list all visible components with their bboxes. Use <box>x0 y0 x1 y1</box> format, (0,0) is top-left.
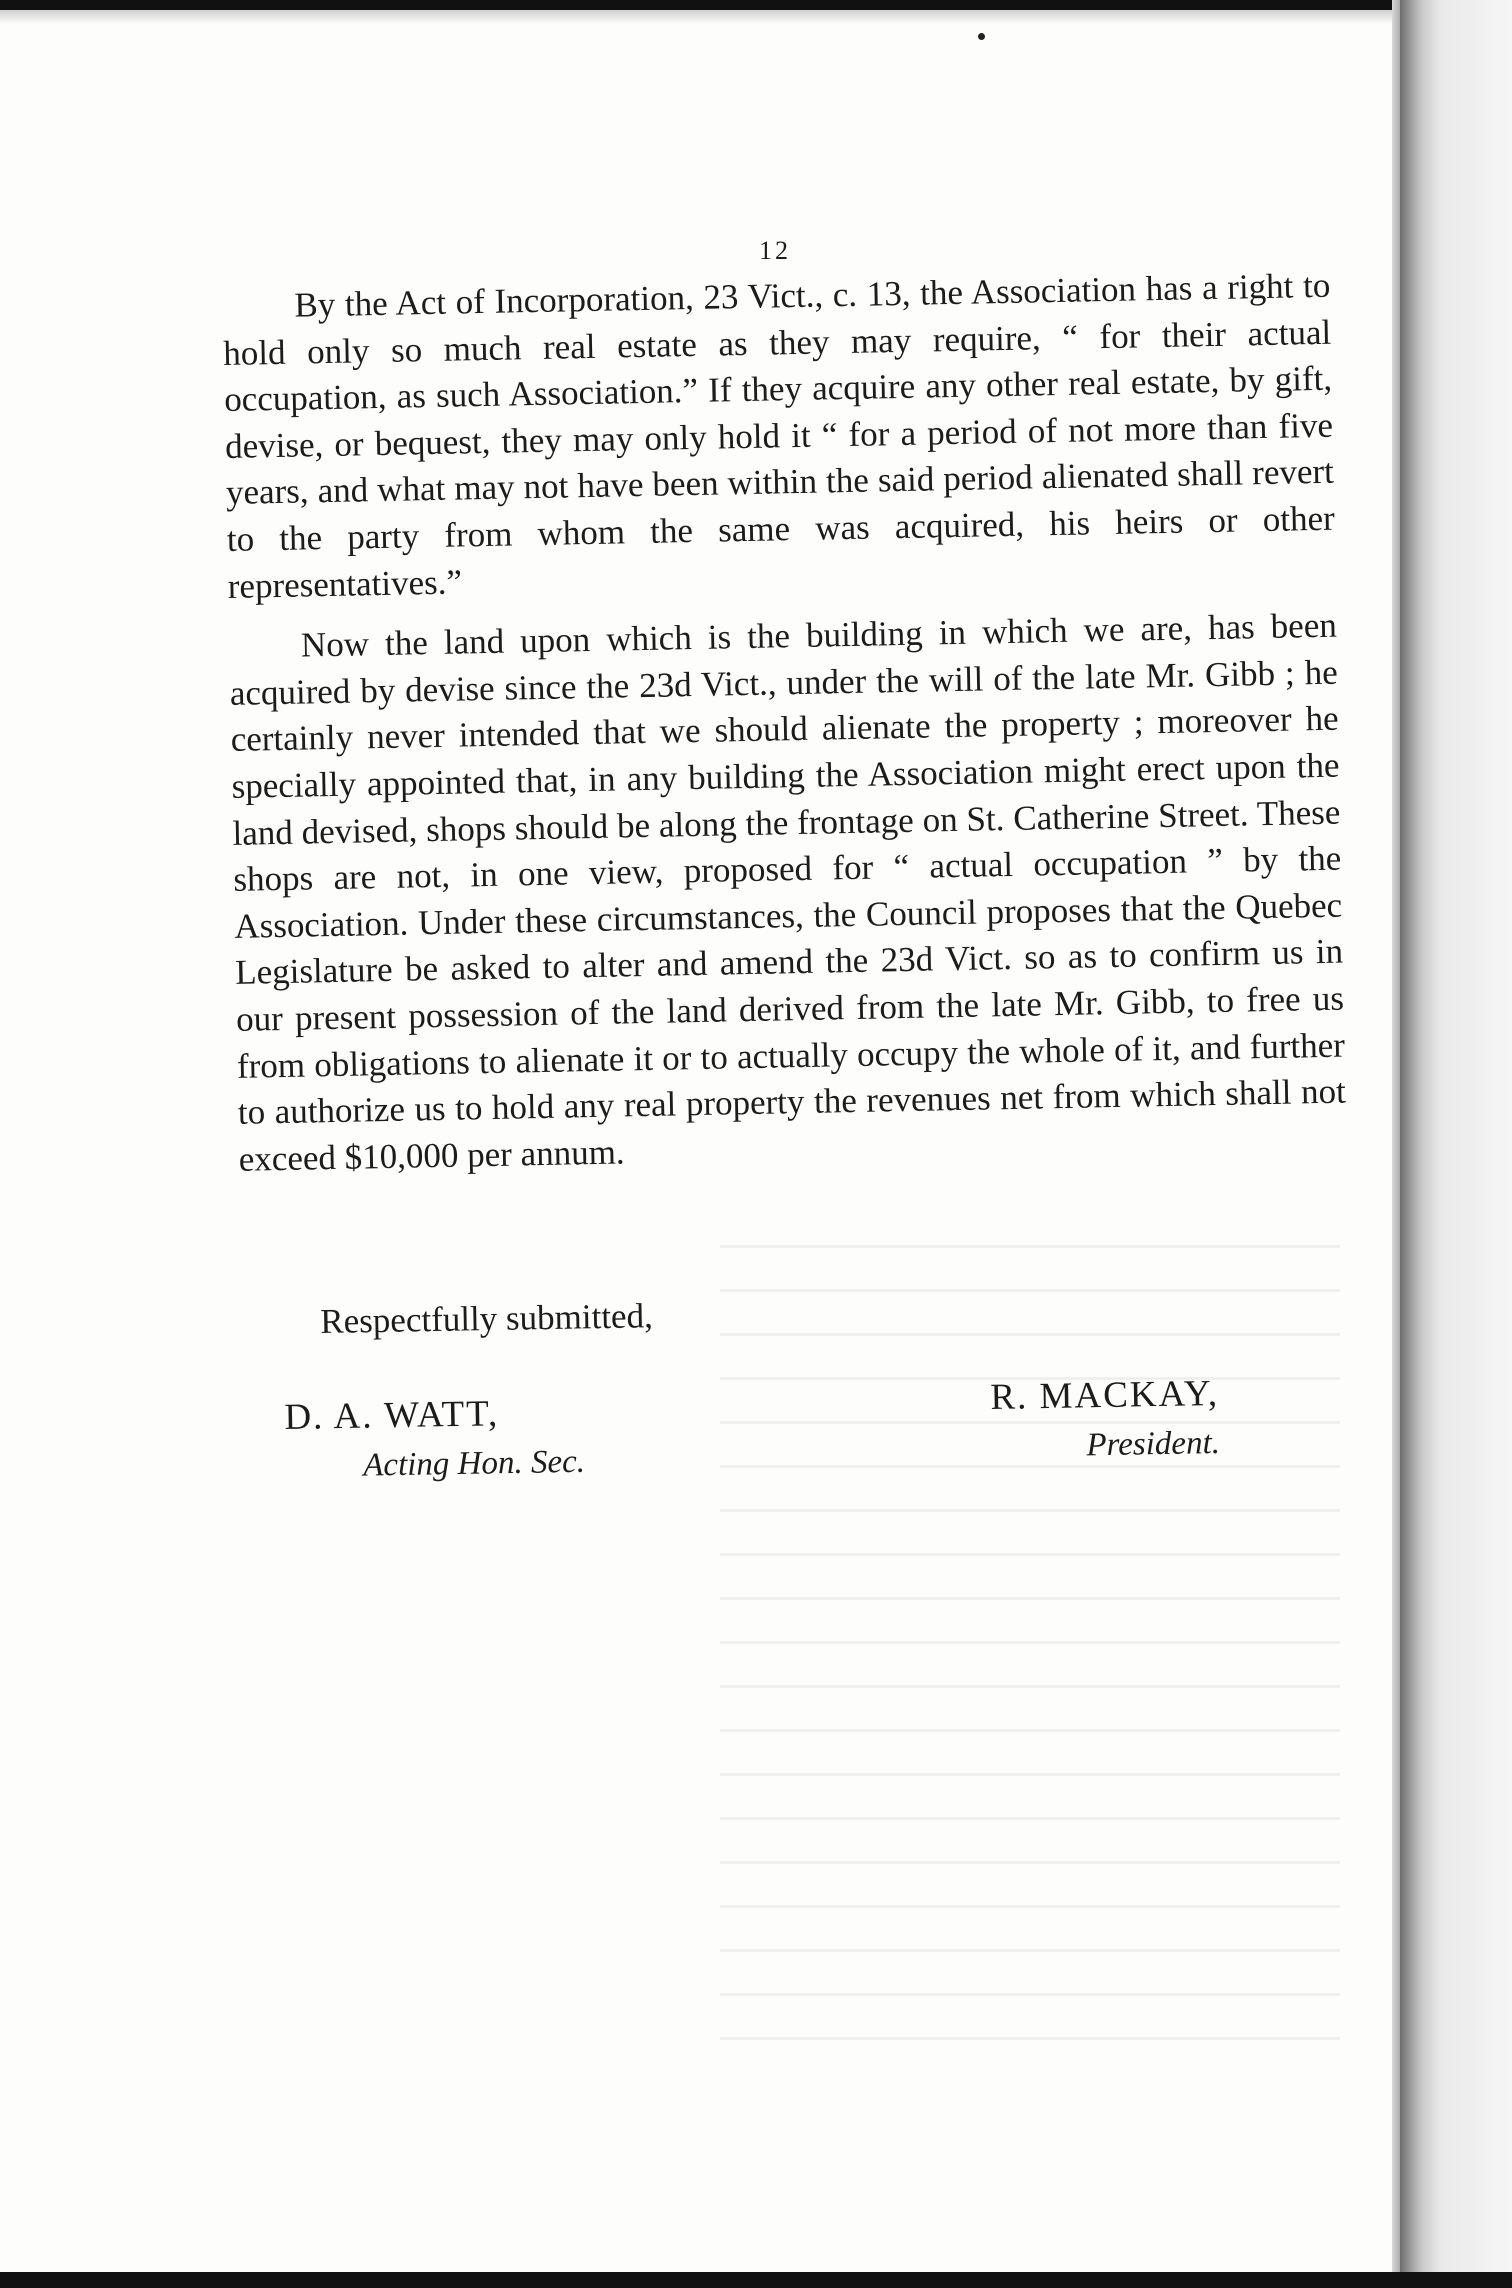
next-page-edge <box>1400 0 1512 2288</box>
paragraph-act-of-incorporation: By the Act of Incorporation, 23 Vict., c. 13, the Association has a right to hold only so much real estate as they may require, “ for their actual occupation, as such Association.” If they acquire any other real estate, by gift, devise, or bequest, they may only hold it “ for a period of not more than five years, and what may not have been within the said period alienated shall revert to the party from whom the same was acquired, his heirs or other representatives.” <box>222 265 1336 606</box>
secretary-name: D. A. WATT, <box>284 1393 500 1438</box>
bottom-scan-edge <box>0 2272 1512 2288</box>
ink-dot <box>978 33 985 40</box>
report-body <box>222 263 1347 1197</box>
president-name: R. MACKAY, <box>990 1373 1220 1418</box>
president-title: President. <box>1086 1425 1221 1464</box>
secretary-title: Acting Hon. Sec. <box>362 1443 586 1484</box>
paragraph-gibb-land: Now the land upon which is the building in which we are, has been acquired by devise since the 23d Vict., under the will of the late Mr. Gibb ; he certainly never intended that we should alienate the property ; moreover he specially appointed that, in any building the Association might erect upon the land devised, shops should be along the frontage on St. Catherine Street. These shops are not, in one view, proposed for “ actual occupation ” by the Association. Under these circumstances, the Council proposes that the Quebec Legislature be asked to alter and amend the 23d Vict. so as to confirm us in our present possession of the land derived from the late Mr. Gibb, to free us from obligations to alienate it or to actually occupy the whole of it, and further to authorize us to hold any real property the revenues net from which shall not exceed $10,000 per annum. <box>229 605 1347 1179</box>
show-through-bleed <box>720 1220 1340 2040</box>
signature-president <box>990 1372 1220 1466</box>
closing-line: Respectfully submitted, <box>320 1296 654 1341</box>
top-scan-edge <box>0 0 1512 10</box>
page-number: 12 <box>759 236 791 265</box>
signature-secretary <box>284 1391 585 1486</box>
top-scan-shadow <box>0 10 1400 24</box>
